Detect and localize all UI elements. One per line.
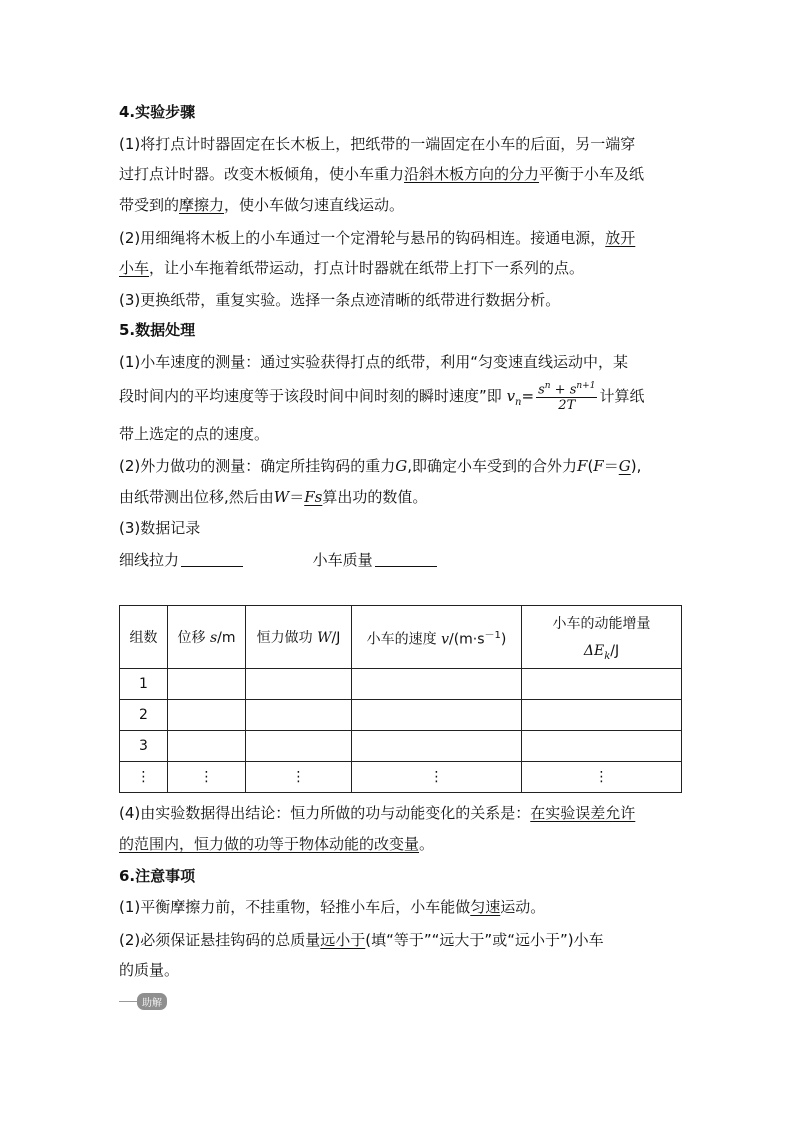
text: 。 (419, 835, 435, 853)
text: (填“等于”“远大于”或“远小于”)小车 (365, 931, 604, 949)
step6-para1 (119, 896, 545, 918)
text: ( (587, 457, 594, 475)
header-kinetic-energy (522, 606, 682, 669)
text: (1)平衡摩擦力前，不挂重物，轻推小车后，小车能做 (119, 898, 471, 916)
row-number: 2 (120, 700, 168, 731)
table-row (120, 700, 682, 731)
unit: /J (331, 630, 341, 646)
sup-n1: n+1 (576, 380, 596, 391)
table-cell[interactable] (522, 731, 682, 762)
table-cell[interactable] (352, 731, 522, 762)
var-s: s (538, 382, 545, 398)
table-cell[interactable] (168, 669, 246, 700)
table-cell[interactable] (168, 700, 246, 731)
section-5-heading: 5.数据处理 (119, 321, 196, 339)
helper-tag: 助解 (137, 993, 167, 1010)
text: 段时间内的平均速度等于该段时间中间时刻的瞬时速度”即 (119, 387, 502, 405)
text: 运动。 (500, 898, 546, 916)
sup-n: n (544, 380, 551, 391)
text: 由纸带测出位移,然后由 (119, 488, 274, 506)
header-displacement (168, 606, 246, 669)
text: 小车的速度 (366, 631, 442, 648)
step6-para2-line1 (119, 929, 604, 951)
table-cell[interactable] (168, 731, 246, 762)
var-F: F (577, 457, 588, 475)
header-velocity (352, 606, 522, 669)
step4-para1-line3 (119, 194, 404, 216)
vertical-ellipsis: ⋮ (352, 762, 522, 793)
fraction-denominator: 2T (558, 398, 576, 414)
var-v: v (441, 631, 449, 648)
row-number: 3 (120, 731, 168, 762)
unit: /J (610, 642, 620, 659)
header-work (246, 606, 352, 669)
step4-para2-line2 (119, 257, 584, 279)
var-W: W (273, 488, 290, 506)
section-6-heading: 6.注意事项 (119, 867, 196, 885)
var-F: F (593, 457, 604, 475)
sub-n: n (515, 397, 522, 408)
answer-underlined: Fs (304, 488, 323, 506)
answer-underlined: 放开 (605, 229, 636, 247)
answer-underlined: 的范围内，恒力做的功等于物体动能的改变量 (119, 835, 420, 853)
text: (4)由实验数据得出结论：恒力所做的功与动能变化的关系是： (119, 804, 531, 822)
unit: /m (217, 630, 236, 646)
step4-para2-line1 (119, 227, 635, 249)
answer-underlined: 小车 (119, 259, 150, 277)
answer-underlined: 在实验误差允许 (530, 804, 636, 822)
answer-underlined: 匀速 (470, 898, 501, 916)
answer-underlined: G (618, 457, 631, 475)
table-header-row (120, 606, 682, 669)
delta-ek (522, 643, 681, 662)
text: 位移 (177, 630, 210, 646)
text: 平衡于小车及纸 (539, 165, 645, 183)
step5-para1-line1: (1)小车速度的测量：通过实验获得打点的纸带，利用“匀变速直线运动中，某 (119, 353, 629, 371)
step5-para3: (3)数据记录 (119, 519, 201, 537)
sub-k: k (604, 650, 611, 662)
step4-conclusion-line1 (119, 802, 635, 824)
step5-para1-line2 (119, 378, 644, 421)
equals: ＝ (603, 457, 619, 475)
equals: = (521, 387, 535, 405)
fraction-numerator (536, 379, 597, 398)
vertical-ellipsis: ⋮ (522, 762, 682, 793)
step5-para2-line2 (119, 486, 427, 508)
var-s: s (209, 630, 218, 646)
step4-para1-line2 (119, 163, 644, 185)
data-record-table (119, 605, 682, 793)
step4-conclusion-line2 (119, 833, 434, 855)
section-4-heading: 4.实验步骤 (119, 103, 196, 121)
text: ，让小车拖着纸带运动，打点计时器就在纸带上打下一系列的点。 (149, 259, 585, 277)
answer-underlined: 摩擦力 (179, 196, 225, 214)
row-number: 1 (120, 669, 168, 700)
vertical-ellipsis: ⋮ (246, 762, 352, 793)
table-cell[interactable] (352, 669, 522, 700)
equals: ＝ (289, 488, 305, 506)
table-cell[interactable] (246, 669, 352, 700)
table-row (120, 669, 682, 700)
text: 小车的动能增量 (552, 615, 651, 632)
step4-para1-line1: (1)将打点计时器固定在长木板上，把纸带的一端固定在小车的后面，另一端穿 (119, 135, 636, 153)
text: ) (500, 631, 507, 648)
table-row (120, 731, 682, 762)
table-cell[interactable] (246, 731, 352, 762)
table-cell[interactable] (522, 700, 682, 731)
table-cell[interactable] (246, 700, 352, 731)
table-cell[interactable] (522, 669, 682, 700)
helper-badge (119, 993, 167, 1010)
text: (2)必须保证悬挂钩码的总质量 (119, 931, 321, 949)
velocity-fraction (536, 379, 597, 414)
text: ,即确定小车受到的合外力 (407, 457, 578, 475)
car-mass-blank[interactable] (375, 552, 437, 567)
answer-underlined: 远小于 (320, 931, 366, 949)
text: 带受到的 (119, 196, 180, 214)
text: ), (630, 457, 642, 475)
step6-para2-line2: 的质量。 (119, 961, 180, 979)
fill-in-line (119, 549, 437, 571)
unit-exponent: －1 (484, 629, 501, 641)
vertical-ellipsis: ⋮ (120, 762, 168, 793)
vertical-ellipsis: ⋮ (168, 762, 246, 793)
step5-para1-line3: 带上选定的点的速度。 (119, 425, 270, 443)
table-row-ellipsis (120, 762, 682, 793)
text: ，使小车做匀速直线运动。 (224, 196, 405, 214)
table-cell[interactable] (352, 700, 522, 731)
var-G: G (395, 457, 408, 475)
text: 算出功的数值。 (322, 488, 428, 506)
var-s: s (569, 382, 577, 398)
plus: + (550, 382, 570, 398)
text: 恒力做功 (256, 630, 318, 646)
var-dEk: ΔE (583, 642, 605, 659)
car-mass-label: 小车质量 (312, 551, 373, 569)
var-v: v (506, 387, 516, 405)
step4-para3: (3)更换纸带，重复实验。选择一条点迹清晰的纸带进行数据分析。 (119, 291, 561, 309)
text: 过打点计时器。改变木板倾角，使小车重力 (119, 165, 405, 183)
text: 计算纸 (599, 387, 645, 405)
step5-para2-line1 (119, 455, 641, 477)
divider (119, 1001, 137, 1002)
formula-lhs (506, 387, 522, 408)
pull-force-blank[interactable] (181, 552, 243, 567)
var-W: W (317, 630, 332, 646)
unit: /(m·s (448, 631, 485, 648)
answer-underlined: 沿斜木板方向的分力 (404, 165, 540, 183)
pull-force-label: 细线拉力 (119, 551, 180, 569)
header-group: 组数 (120, 606, 168, 669)
text: (2)用细绳将木板上的小车通过一个定滑轮与悬吊的钩码相连。接通电源， (119, 229, 606, 247)
text: (2)外力做功的测量：确定所挂钩码的重力 (119, 457, 396, 475)
